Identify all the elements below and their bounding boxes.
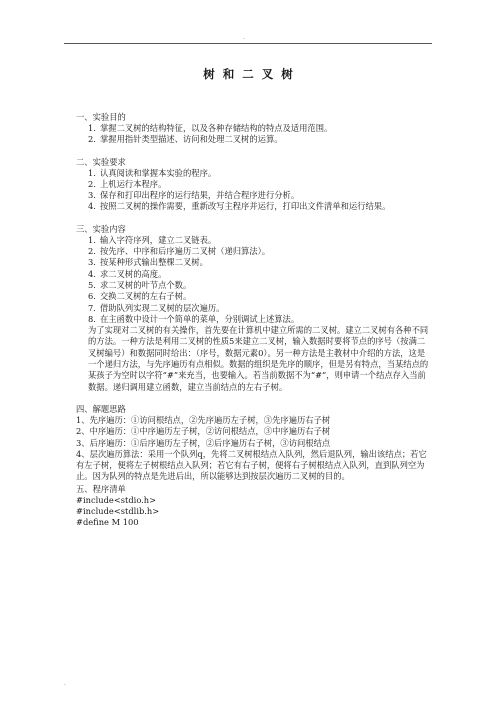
list-item [88, 303, 433, 314]
item-number: 6. [88, 291, 96, 302]
content-list [88, 235, 433, 325]
list-item [88, 257, 433, 268]
item-text: 上机运行本程序。 [100, 178, 167, 189]
list-item [88, 190, 433, 201]
item-number: 3. [88, 257, 96, 268]
section-objectives [76, 111, 433, 146]
list-item [88, 269, 433, 280]
item-text: 借助队列实现二叉树的层次遍历。 [100, 302, 225, 313]
approach-line: 1、先序遍历：①访问根结点，②先序遍历左子树，③先序遍历右子树 [76, 414, 331, 425]
content-paragraph: 为了实现对二叉树的有关操作，首先要在计算机中建立所需的二叉树。建立二叉树有各种不同的方法。一种方法是利用二叉树的性质5来建立二叉树，输入数据时要将节点的序号（按满二叉树编号）和数据同时给出：（序号，数据元素0）。另一种方法是主教材中介绍的方法，这是一个递归方法，与先序遍历有点相似。数据的组织是先序的顺序，但是另有特点，当某结点的某孩子为空时以字符“#”来充当，也要输入。若当前数据不为“#”，则申请一个结点存入当前数据。递归调用建立函数，建立当前结点的左右子树。 [88, 325, 429, 392]
section-content [76, 223, 433, 393]
item-text: 掌握用指针类型描述、访问和处理二叉树的运算。 [100, 134, 283, 145]
item-number: 1. [88, 123, 96, 133]
section-approach [76, 403, 433, 483]
item-text: 按先序、中序和后序遍历二叉树（递归算法）。 [100, 246, 271, 257]
header-mark: . [243, 34, 245, 41]
item-number: 4. [88, 268, 96, 279]
item-text: 按照二叉树的操作需要，重新改写主程序并运行，打印出文件清单和运行结果。 [100, 201, 391, 212]
list-item [88, 179, 433, 190]
footer-mark: . [64, 680, 66, 687]
code-line: #include<stdlib.h> [76, 506, 160, 517]
item-number: 7. [88, 302, 96, 313]
item-number: 2. [88, 178, 96, 189]
document-title: 树和二叉树 [203, 67, 301, 81]
item-text: 交换二叉树的左右子树。 [100, 291, 192, 302]
section-title: 二、实验要求 [76, 156, 126, 167]
section-title: 四、解题思路 [76, 403, 126, 414]
section-title: 三、实验内容 [76, 223, 126, 234]
item-number: 2. [88, 134, 96, 145]
section-title: 一、实验目的 [76, 112, 126, 122]
item-text: 求二叉树的高度。 [100, 268, 167, 279]
item-number: 1. [88, 167, 96, 178]
list-item [88, 246, 433, 257]
item-number: 8. [88, 313, 96, 324]
approach-line: 2、中序遍历：①中序遍历左子树，②访问根结点，③中序遍历右子树 [76, 426, 331, 437]
objectives-list [88, 123, 433, 146]
list-item [88, 134, 433, 145]
list-item [88, 291, 433, 302]
item-text: 掌握二叉树的结构特征，以及各种存储结构的特点及适用范围。 [100, 123, 333, 133]
code-line: #define M 100 [76, 517, 139, 528]
section-requirements [76, 156, 433, 213]
item-text: 按某种形式输出整棵二叉树。 [100, 257, 208, 268]
approach-line: 4、层次遍历算法：采用一个队列q，先将二叉树根结点入队列，然后退队列，输出该结点；若它有左子树，便将左子树根结点入队列；若它有右子树，便将右子树根结点入队列，直到队列空为止。因为队列的特点是先进后出，所以能够达到按层次遍历二叉树的目的。 [76, 448, 427, 482]
code-line: #include<stdio.h> [76, 494, 157, 505]
header-rule [64, 43, 432, 44]
item-number: 3. [88, 190, 96, 201]
item-text: 求二叉树的叶节点个数。 [100, 279, 192, 290]
item-number: 4. [88, 201, 96, 212]
list-item [88, 201, 433, 212]
section-title: 五、程序清单 [76, 483, 126, 494]
list-item [88, 235, 433, 246]
item-text: 保存和打印出程序的运行结果，并结合程序进行分析。 [100, 190, 300, 201]
list-item [88, 280, 433, 291]
item-number: 5. [88, 279, 96, 290]
item-text: 输入字符序列，建立二叉链表。 [100, 234, 217, 245]
item-number: 1. [88, 234, 96, 245]
item-text: 认真阅读和掌握本实验的程序。 [100, 167, 217, 178]
approach-line: 3、后序遍历：①后序遍历左子树，②后序遍历右子树，③访问根结点 [76, 437, 331, 448]
section-program-listing [76, 483, 433, 529]
list-item [88, 168, 433, 179]
item-text: 在主函数中设计一个简单的菜单，分别调试上述算法。 [100, 313, 300, 324]
list-item [88, 123, 433, 134]
requirements-list [88, 168, 433, 213]
document-body [76, 111, 433, 529]
list-item [88, 314, 433, 325]
item-number: 2. [88, 246, 96, 257]
